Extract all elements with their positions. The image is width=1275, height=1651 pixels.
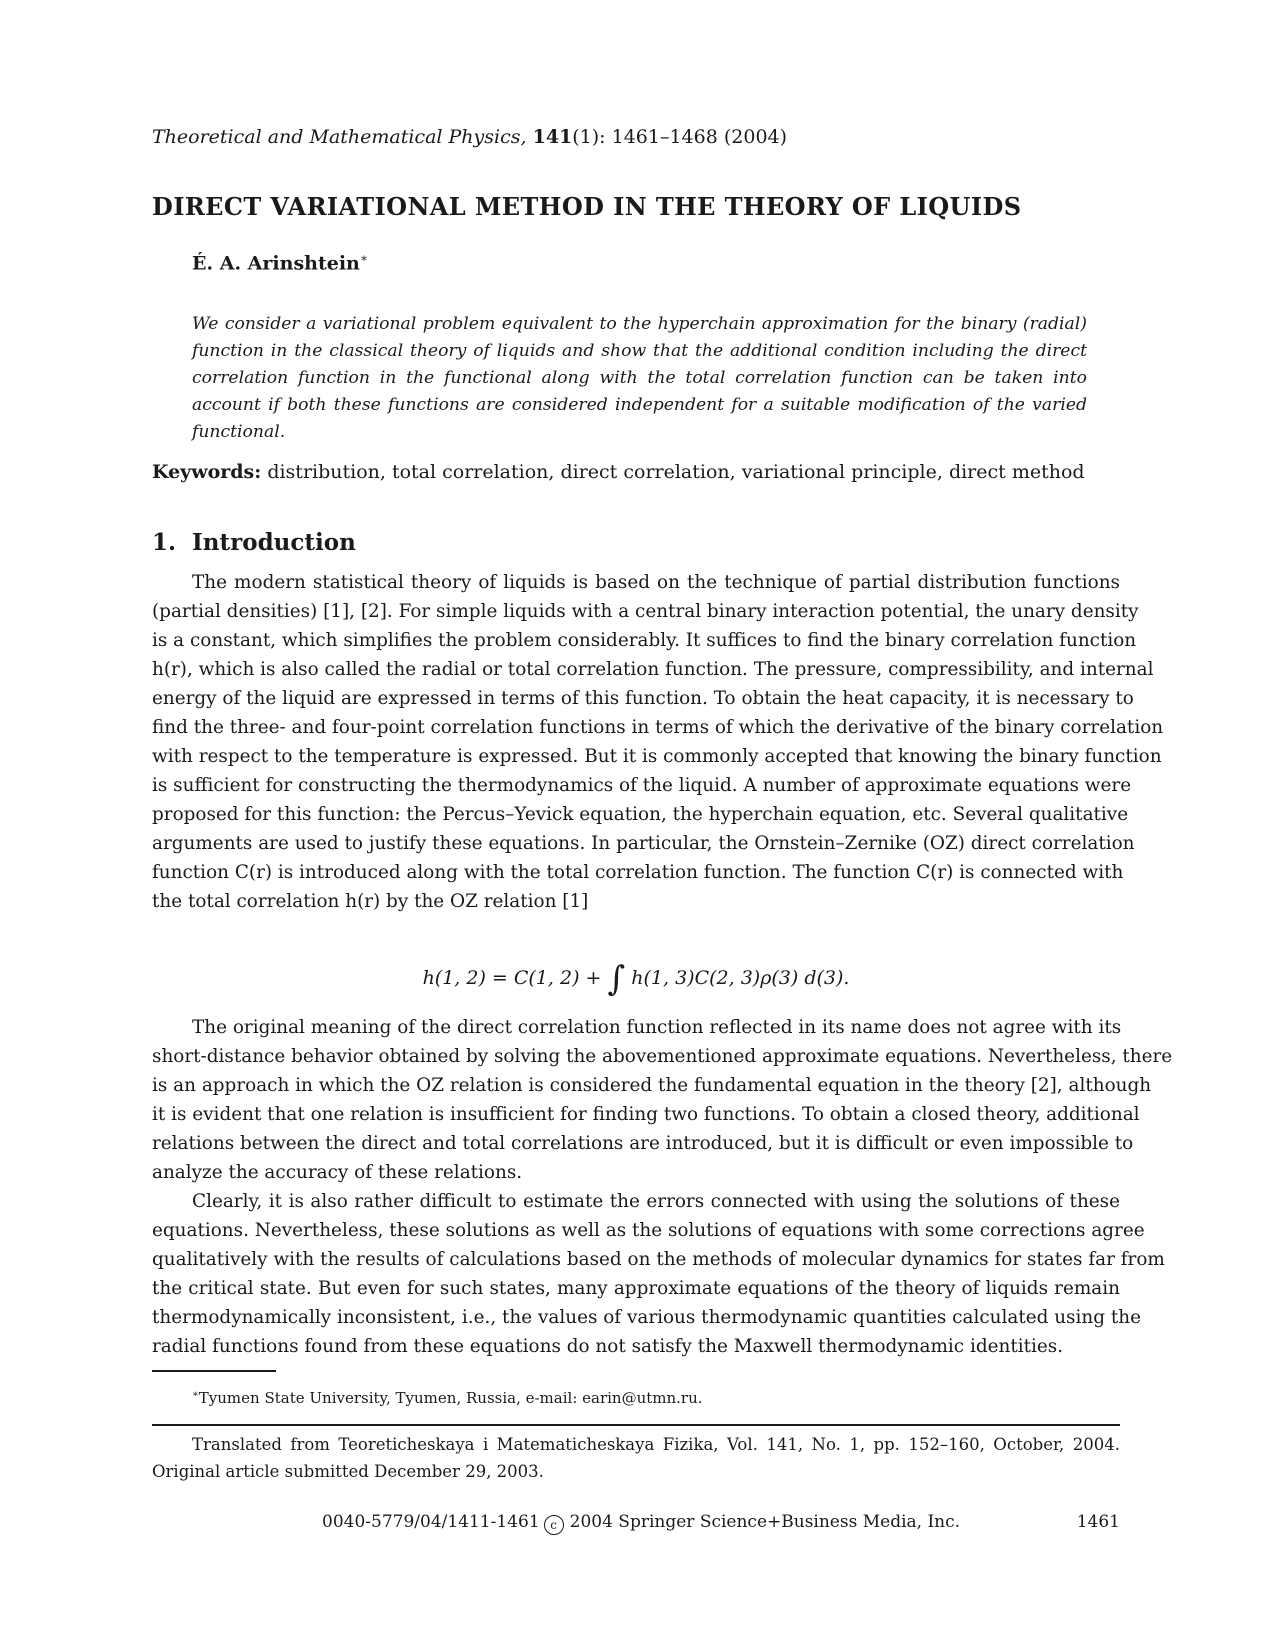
abstract: We consider a variational problem equivalent to the hyperchain approximation for the binary (radial) function in the classical theory of liquids and show that the additional condition including the direct correlation function in the functional along with the total correlation function can be taken into account if both these functions are considered independent for a suitable modification of the varied functional. <box>192 314 1087 442</box>
paragraph-line: short-distance behavior obtained by solving the abovementioned approximate equations. Nevertheless, there <box>152 1046 1173 1067</box>
paragraph-line: is an approach in which the OZ relation is considered the fundamental equation in the theory [2], although <box>152 1075 1152 1096</box>
keywords <box>152 459 1132 485</box>
paragraph-line: arguments are used to justify these equations. In particular, the Ornstein–Zernike (OZ) direct correlation <box>152 833 1135 854</box>
paragraph-line: energy of the liquid are expressed in terms of this function. To obtain the heat capacity, it is necessary to <box>152 688 1134 709</box>
copyright-line <box>322 1510 960 1535</box>
equation-lhs: h(1, 2) = C(1, 2) + <box>422 967 608 989</box>
journal-volume: 141 <box>532 126 573 148</box>
translation-divider <box>152 1424 1120 1426</box>
integral-sign: ∫ <box>607 959 626 999</box>
section-title: Introduction <box>192 529 356 556</box>
page-number: 1461 <box>1076 1512 1120 1532</box>
paragraph-line: proposed for this function: the Percus–Yevick equation, the hyperchain equation, etc. Several qualitative <box>152 804 1129 825</box>
paragraph-line: Clearly, it is also rather difficult to estimate the errors connected with using the solutions of these <box>192 1191 1120 1212</box>
paragraph-line: function C(r) is introduced along with the total correlation function. The function C(r) is connected with <box>152 862 1124 883</box>
footnote-mark: ∗ <box>192 1389 199 1400</box>
keywords-label: Keywords: <box>152 461 262 483</box>
journal-citation <box>152 124 1132 150</box>
paragraph-line: The original meaning of the direct correlation function reflected in its name does not agree with its <box>192 1017 1122 1038</box>
issn: 0040-5779/04/1411-1461 <box>322 1512 540 1532</box>
paragraph-line: analyze the accuracy of these relations. <box>152 1162 523 1183</box>
author-footnote <box>192 1385 703 1408</box>
translation-line: Translated from Teoreticheskaya i Matematicheskaya Fizika, Vol. 141, No. 1, pp. 152–160, October, 2004. <box>192 1435 1120 1454</box>
paragraph-line: it is evident that one relation is insufficient for finding two functions. To obtain a closed theory, additional <box>152 1104 1140 1125</box>
copyright-icon: c <box>544 1515 564 1535</box>
paragraph-line: is a constant, which simplifies the problem considerably. It suffices to find the binary correlation function <box>152 630 1137 651</box>
paragraph-line: the total correlation h(r) by the OZ relation [1] <box>152 891 589 912</box>
paragraph-line: the critical state. But even for such states, many approximate equations of the theory of liquids remain <box>152 1278 1120 1299</box>
section-number: 1. <box>152 529 177 556</box>
paper-title: DIRECT VARIATIONAL METHOD IN THE THEORY OF LIQUIDS <box>152 192 1022 221</box>
paragraph-3 <box>152 1187 1165 1361</box>
paragraph-line: (partial densities) [1], [2]. For simple liquids with a central binary interaction potential, the unary density <box>152 601 1139 622</box>
author-name: É. A. Arinshtein <box>192 252 360 275</box>
paragraph-line: find the three- and four-point correlation functions in terms of which the derivative of the binary correlation <box>152 717 1164 738</box>
paragraph-2 <box>152 1013 1173 1187</box>
author <box>192 245 368 276</box>
keywords-text: distribution, total correlation, direct correlation, variational principle, direct method <box>267 461 1085 483</box>
paragraph-line: with respect to the temperature is expressed. But it is commonly accepted that knowing the binary function <box>152 746 1162 767</box>
translation-line: Original article submitted December 29, 2003. <box>152 1462 544 1481</box>
paragraph-line: is sufficient for constructing the thermodynamics of the liquid. A number of approximate equations were <box>152 775 1132 796</box>
paragraph-line: radial functions found from these equations do not satisfy the Maxwell thermodynamic identities. <box>152 1336 1064 1357</box>
footnote-text: Tyumen State University, Tyumen, Russia, e-mail: earin@utmn.ru. <box>198 1389 703 1407</box>
section-heading <box>152 528 356 558</box>
journal-name: Theoretical and Mathematical Physics, <box>152 126 527 148</box>
paragraph-line: qualitatively with the results of calculations based on the methods of molecular dynamics for states far from <box>152 1249 1165 1270</box>
paragraph-1 <box>152 568 1164 916</box>
footnote-divider <box>152 1370 276 1372</box>
paragraph-line: relations between the direct and total correlations are introduced, but it is difficult or even impossible to <box>152 1133 1134 1154</box>
paragraph-line: thermodynamically inconsistent, i.e., the values of various thermodynamic quantities calculated using the <box>152 1307 1141 1328</box>
equation-rhs: h(1, 3)C(2, 3)ρ(3) d(3). <box>625 967 850 989</box>
journal-issue-pages: (1): 1461–1468 (2004) <box>572 126 788 148</box>
translation-note <box>152 1431 1120 1485</box>
author-footnote-mark: ∗ <box>359 251 369 265</box>
paragraph-line: The modern statistical theory of liquids is based on the technique of partial distribution functions <box>192 572 1120 593</box>
paragraph-line: h(r), which is also called the radial or total correlation function. The pressure, compressibility, and internal <box>152 659 1154 680</box>
paragraph-line: equations. Nevertheless, these solutions as well as the solutions of equations with some corrections agree <box>152 1220 1145 1241</box>
publisher: 2004 Springer Science+Business Media, Inc. <box>569 1512 961 1532</box>
oz-equation <box>152 956 1120 1000</box>
